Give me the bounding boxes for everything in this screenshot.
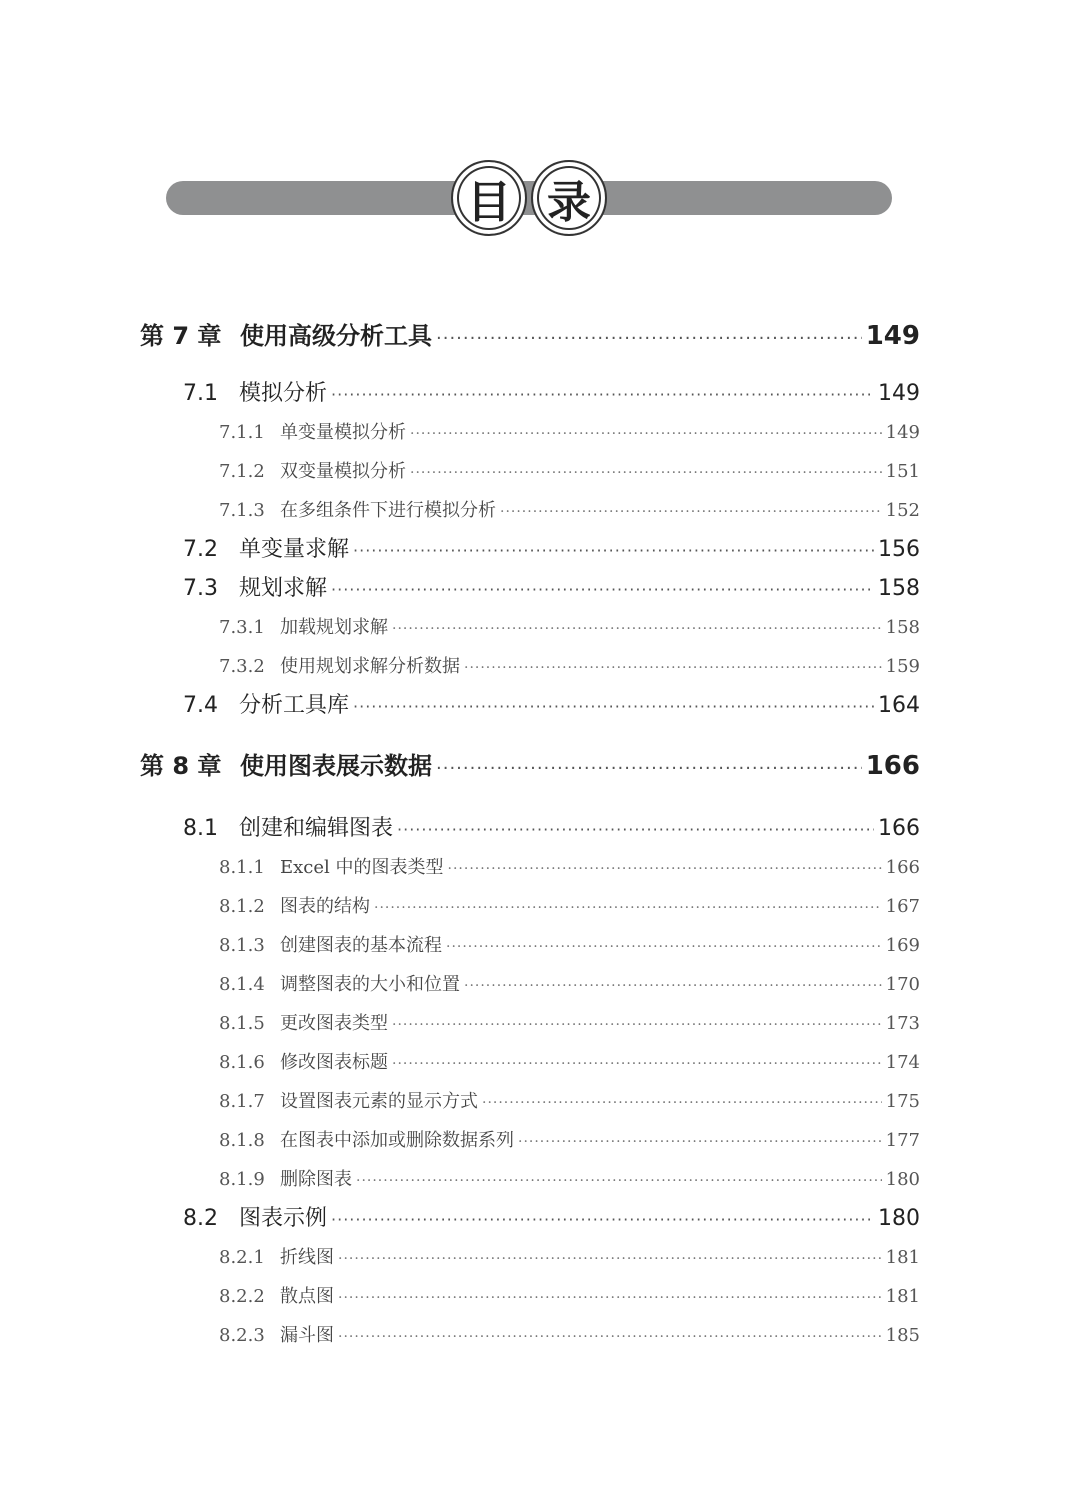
entry-page: 173 <box>885 1013 920 1034</box>
entry-title: 折线图 <box>280 1247 334 1268</box>
entry-page: 164 <box>878 693 920 718</box>
entry-page: 167 <box>885 896 920 917</box>
toc-entry-ch7[interactable] <box>0 316 1080 351</box>
entry-title: 漏斗图 <box>280 1325 334 1346</box>
entry-page: 180 <box>885 1169 920 1190</box>
toc-entry-8-1-3[interactable] <box>0 931 1080 957</box>
dot-leader <box>448 861 882 877</box>
entry-title: 规划求解 <box>239 576 328 601</box>
title-char-2: 录 <box>547 177 591 228</box>
dot-leader <box>356 1173 882 1189</box>
entry-number: 7.1.2 <box>219 461 265 482</box>
entry-page: 170 <box>885 974 920 995</box>
dot-leader <box>436 328 862 349</box>
toc-entry-8-1-6[interactable] <box>0 1048 1080 1074</box>
dot-leader <box>353 697 874 716</box>
entry-page: 181 <box>885 1247 920 1268</box>
entry-page: 181 <box>885 1286 920 1307</box>
toc-entry-8-2[interactable] <box>0 1201 1080 1232</box>
entry-number: 7.1.1 <box>219 422 265 443</box>
dot-leader <box>464 660 882 676</box>
dot-leader <box>518 1134 882 1150</box>
entry-number: 第 8 章 <box>140 752 222 780</box>
entry-number: 7.1 <box>183 381 218 406</box>
entry-title: 模拟分析 <box>239 381 328 406</box>
entry-title: 在多组条件下进行模拟分析 <box>280 500 496 521</box>
entry-number: 8.2.3 <box>219 1325 265 1346</box>
toc-entry-7-4[interactable] <box>0 688 1080 719</box>
entry-page: 185 <box>885 1325 920 1346</box>
entry-number: 8.1.9 <box>219 1169 265 1190</box>
toc-entry-7-3-1[interactable] <box>0 613 1080 639</box>
entry-title: 双变量模拟分析 <box>280 461 406 482</box>
entry-number: 7.3.1 <box>219 617 265 638</box>
toc-entry-7-3-2[interactable] <box>0 652 1080 678</box>
dot-leader <box>338 1329 882 1345</box>
dot-leader <box>410 426 882 442</box>
entry-number: 7.1.3 <box>219 500 265 521</box>
entry-number: 8.1 <box>183 816 218 841</box>
entry-number: 8.2 <box>183 1206 218 1231</box>
entry-title: 更改图表类型 <box>280 1013 388 1034</box>
entry-page: 166 <box>878 816 920 841</box>
entry-page: 149 <box>865 321 920 351</box>
entry-title: 在图表中添加或删除数据系列 <box>280 1130 514 1151</box>
title-circle-mu <box>451 160 527 236</box>
entry-title: 创建图表的基本流程 <box>280 935 442 956</box>
dot-leader <box>482 1095 882 1111</box>
entry-title: 调整图表的大小和位置 <box>280 974 460 995</box>
entry-title: Excel 中的图表类型 <box>280 857 444 878</box>
dot-leader <box>331 1210 874 1229</box>
toc-entry-8-1[interactable] <box>0 811 1080 842</box>
entry-title: 修改图表标题 <box>280 1052 388 1073</box>
entry-title: 设置图表元素的显示方式 <box>280 1091 478 1112</box>
entry-number: 7.2 <box>183 537 218 562</box>
dot-leader <box>446 939 882 955</box>
entry-number: 8.1.7 <box>219 1091 265 1112</box>
entry-page: 166 <box>865 751 920 781</box>
toc-entry-8-2-2[interactable] <box>0 1282 1080 1308</box>
toc-entry-8-2-3[interactable] <box>0 1321 1080 1347</box>
entry-number: 第 7 章 <box>140 322 222 350</box>
entry-title: 使用图表展示数据 <box>240 752 432 780</box>
dot-leader <box>436 758 862 779</box>
dot-leader <box>410 465 882 481</box>
entry-number: 8.2.2 <box>219 1286 265 1307</box>
entry-page: 159 <box>885 656 920 677</box>
entry-number: 8.1.4 <box>219 974 265 995</box>
entry-title: 图表示例 <box>239 1206 328 1231</box>
entry-page: 149 <box>885 422 920 443</box>
entry-title: 分析工具库 <box>239 693 350 718</box>
entry-page: 177 <box>885 1130 920 1151</box>
entry-number: 7.3.2 <box>219 656 265 677</box>
entry-page: 149 <box>878 381 920 406</box>
entry-title: 使用规划求解分析数据 <box>280 656 460 677</box>
entry-title: 图表的结构 <box>280 896 370 917</box>
dot-leader <box>397 820 874 839</box>
dot-leader <box>464 978 882 994</box>
entry-number: 8.1.1 <box>219 857 265 878</box>
toc-entry-8-1-7[interactable] <box>0 1087 1080 1113</box>
dot-leader <box>392 621 882 637</box>
toc-entry-8-1-5[interactable] <box>0 1009 1080 1035</box>
toc-banner <box>0 0 1080 260</box>
dot-leader <box>331 580 874 599</box>
entry-title: 单变量求解 <box>239 537 350 562</box>
entry-number: 8.1.8 <box>219 1130 265 1151</box>
dot-leader <box>392 1017 882 1033</box>
toc-entry-7-1-1[interactable] <box>0 418 1080 444</box>
entry-page: 151 <box>885 461 920 482</box>
dot-leader <box>338 1251 882 1267</box>
entry-title: 加载规划求解 <box>280 617 388 638</box>
entry-page: 158 <box>878 576 920 601</box>
toc-entry-7-3[interactable] <box>0 571 1080 602</box>
dot-leader <box>392 1056 882 1072</box>
toc-entry-7-2[interactable] <box>0 532 1080 563</box>
banner-bar <box>166 181 892 215</box>
toc-entry-8-2-1[interactable] <box>0 1243 1080 1269</box>
entry-page: 158 <box>885 617 920 638</box>
dot-leader <box>353 541 874 560</box>
entry-number: 7.4 <box>183 693 218 718</box>
entry-title: 单变量模拟分析 <box>280 422 406 443</box>
entry-title: 创建和编辑图表 <box>239 816 394 841</box>
toc-entry-ch8[interactable] <box>0 746 1080 781</box>
entry-number: 8.2.1 <box>219 1247 265 1268</box>
toc-entry-7-1-2[interactable] <box>0 457 1080 483</box>
entry-page: 174 <box>885 1052 920 1073</box>
entry-page: 175 <box>885 1091 920 1112</box>
dot-leader <box>331 385 874 404</box>
toc-entry-7-1-3[interactable] <box>0 496 1080 522</box>
entry-title: 使用高级分析工具 <box>240 322 432 350</box>
entry-number: 8.1.3 <box>219 935 265 956</box>
entry-page: 166 <box>885 857 920 878</box>
entry-page: 169 <box>885 935 920 956</box>
dot-leader <box>500 504 882 520</box>
toc-entry-7-1[interactable] <box>0 376 1080 407</box>
toc-entry-8-1-1[interactable] <box>0 853 1080 879</box>
title-circle-lu <box>531 160 607 236</box>
toc-entry-8-1-2[interactable] <box>0 892 1080 918</box>
entry-number: 8.1.5 <box>219 1013 265 1034</box>
dot-leader <box>374 900 882 916</box>
toc-entry-8-1-8[interactable] <box>0 1126 1080 1152</box>
entry-page: 152 <box>885 500 920 521</box>
entry-title: 散点图 <box>280 1286 334 1307</box>
entry-page: 180 <box>878 1206 920 1231</box>
entry-number: 8.1.6 <box>219 1052 265 1073</box>
entry-number: 7.3 <box>183 576 218 601</box>
entry-number: 8.1.2 <box>219 896 265 917</box>
entry-title: 删除图表 <box>280 1169 352 1190</box>
toc-entry-8-1-9[interactable] <box>0 1165 1080 1191</box>
dot-leader <box>338 1290 882 1306</box>
title-char-1: 目 <box>467 177 511 228</box>
entry-page: 156 <box>878 537 920 562</box>
toc-entry-8-1-4[interactable] <box>0 970 1080 996</box>
